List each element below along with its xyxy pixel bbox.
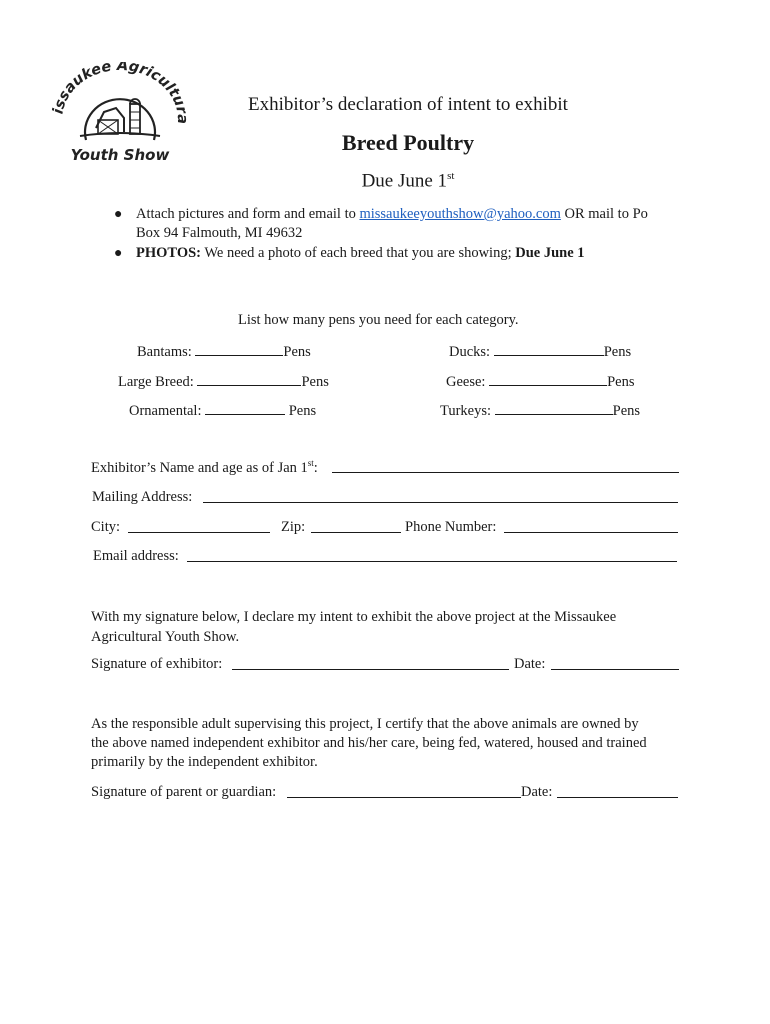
guardian-date-label: Date:: [521, 784, 553, 800]
instruction-item-photos: ● PHOTOS: We need a photo of each breed that you are showing; Due June 1: [114, 245, 585, 261]
large-breed-pens-field[interactable]: [197, 371, 301, 386]
pens-instruction: List how many pens you need for each category.: [238, 312, 519, 328]
form-title: Breed Poultry: [341, 130, 475, 155]
mailing-address-label: Mailing Address:: [92, 489, 193, 505]
guardian-certification-text: As the responsible adult supervising this project, I certify that the above animals are owned by the above named independent exhibitor and his/her care, being fed, watered, housed and trained primarily by the independent exhibitor.: [91, 716, 647, 770]
ducks-row: Ducks: Pens: [449, 341, 631, 361]
due-date-text: Due June 1: [361, 170, 448, 192]
ornamental-row: Ornamental: Pens: [129, 400, 316, 420]
geese-row: Geese: Pens: [446, 371, 634, 391]
instruction-item-email: ● Attach pictures and form and email to missaukeeyouthshow@yahoo.com OR mail to Po Box 94 Falmouth, MI 49632: [114, 206, 648, 241]
exhibitor-date-field[interactable]: [551, 669, 679, 670]
bullet-icon: ●: [114, 246, 123, 261]
city-label: City:: [91, 519, 121, 535]
instructions-list: [108, 205, 688, 264]
exhibitor-signature-field[interactable]: [232, 669, 509, 670]
turkeys-row: Turkeys: Pens: [440, 400, 640, 420]
due-date: [0, 170, 770, 192]
ducks-pens-field[interactable]: [494, 341, 604, 356]
guardian-signature-label: Signature of parent or guardian:: [91, 784, 277, 800]
mailing-address-field[interactable]: [203, 502, 678, 503]
email-address-label: Email address:: [93, 548, 179, 564]
form-subtitle: Exhibitor’s declaration of intent to exhibit: [248, 94, 568, 115]
email-link[interactable]: missaukeeyouthshow@yahoo.com: [359, 206, 561, 222]
turkeys-pens-field[interactable]: [495, 400, 613, 415]
declaration-text: With my signature below, I declare my intent to exhibit the above project at the Missaukee Agricultural Youth Show.: [91, 609, 617, 645]
large-breed-row: Large Breed: Pens: [118, 371, 329, 391]
ornamental-pens-field[interactable]: [205, 400, 285, 415]
zip-label: Zip:: [281, 519, 306, 535]
bantams-row: Bantams: Pens: [137, 341, 311, 361]
logo-top-text: issaukee Agricultura: [50, 62, 190, 125]
exhibitor-name-field[interactable]: [332, 472, 679, 473]
bullet-icon: ●: [114, 207, 123, 222]
exhibitor-name-label: Exhibitor’s Name and age as of Jan 1st:: [91, 458, 318, 476]
exhibitor-signature-label: Signature of exhibitor:: [91, 656, 223, 672]
guardian-date-field[interactable]: [557, 797, 678, 798]
exhibitor-date-label: Date:: [514, 656, 546, 672]
phone-number-label: Phone Number:: [405, 519, 497, 535]
bantams-pens-field[interactable]: [195, 341, 283, 356]
zip-field[interactable]: [311, 532, 401, 533]
email-address-field[interactable]: [187, 561, 677, 562]
phone-number-field[interactable]: [504, 532, 678, 533]
geese-pens-field[interactable]: [489, 371, 607, 386]
city-field[interactable]: [128, 532, 270, 533]
due-date-sup: st: [447, 170, 455, 182]
logo-bottom-text: Youth Show: [70, 146, 170, 164]
guardian-signature-field[interactable]: [287, 797, 521, 798]
